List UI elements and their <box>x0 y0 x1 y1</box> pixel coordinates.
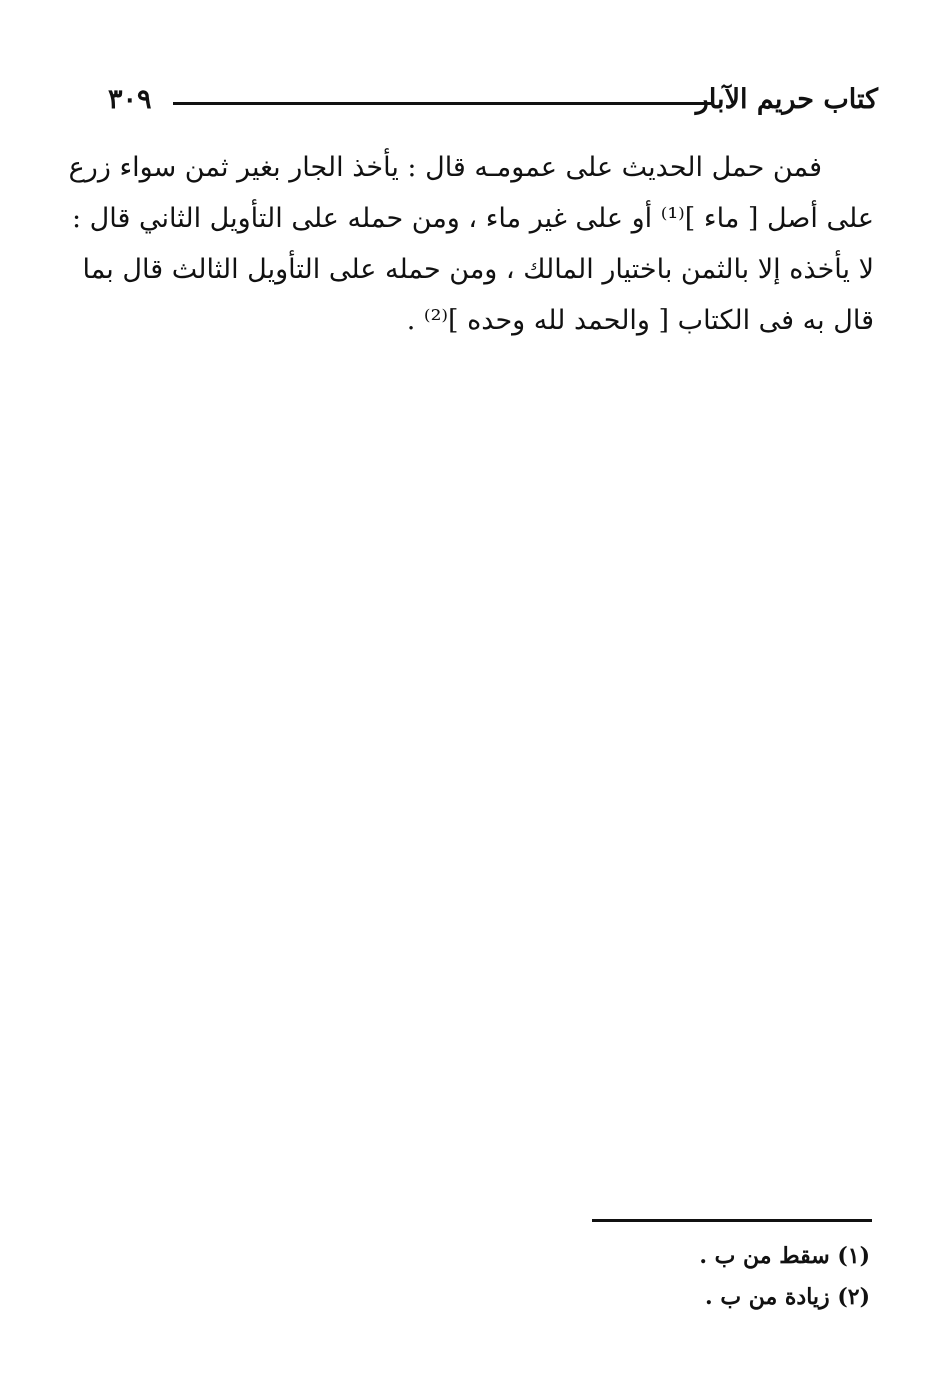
book-title: كتاب حريم الآبار <box>695 84 878 115</box>
page-number: ٣٠٩ <box>108 84 152 115</box>
footnote: (٢) زيادة من ب . <box>705 1284 870 1310</box>
footnote: (١) سقط من ب . <box>699 1243 870 1269</box>
running-header <box>108 80 878 120</box>
main-text <box>68 142 874 346</box>
text-line: على أصل [ ماء ]⁽¹⁾ أو على غير ماء ، ومن حمله على التأويل الثاني قال : <box>71 203 874 234</box>
text-line: قال به فى الكتاب [ والحمد لله وحده ]⁽²⁾ . <box>406 305 874 336</box>
header-rule <box>173 102 712 105</box>
text-line: لا يأخذه إلا بالثمن باختيار المالك ، ومن حمله على التأويل الثالث قال بما <box>82 254 874 285</box>
footnote-separator <box>592 1219 872 1222</box>
footnotes <box>450 1236 870 1318</box>
text-line: فمن حمل الحديث على عمومـه قال : يأخذ الجار بغير ثمن سواء زرع <box>68 152 822 183</box>
